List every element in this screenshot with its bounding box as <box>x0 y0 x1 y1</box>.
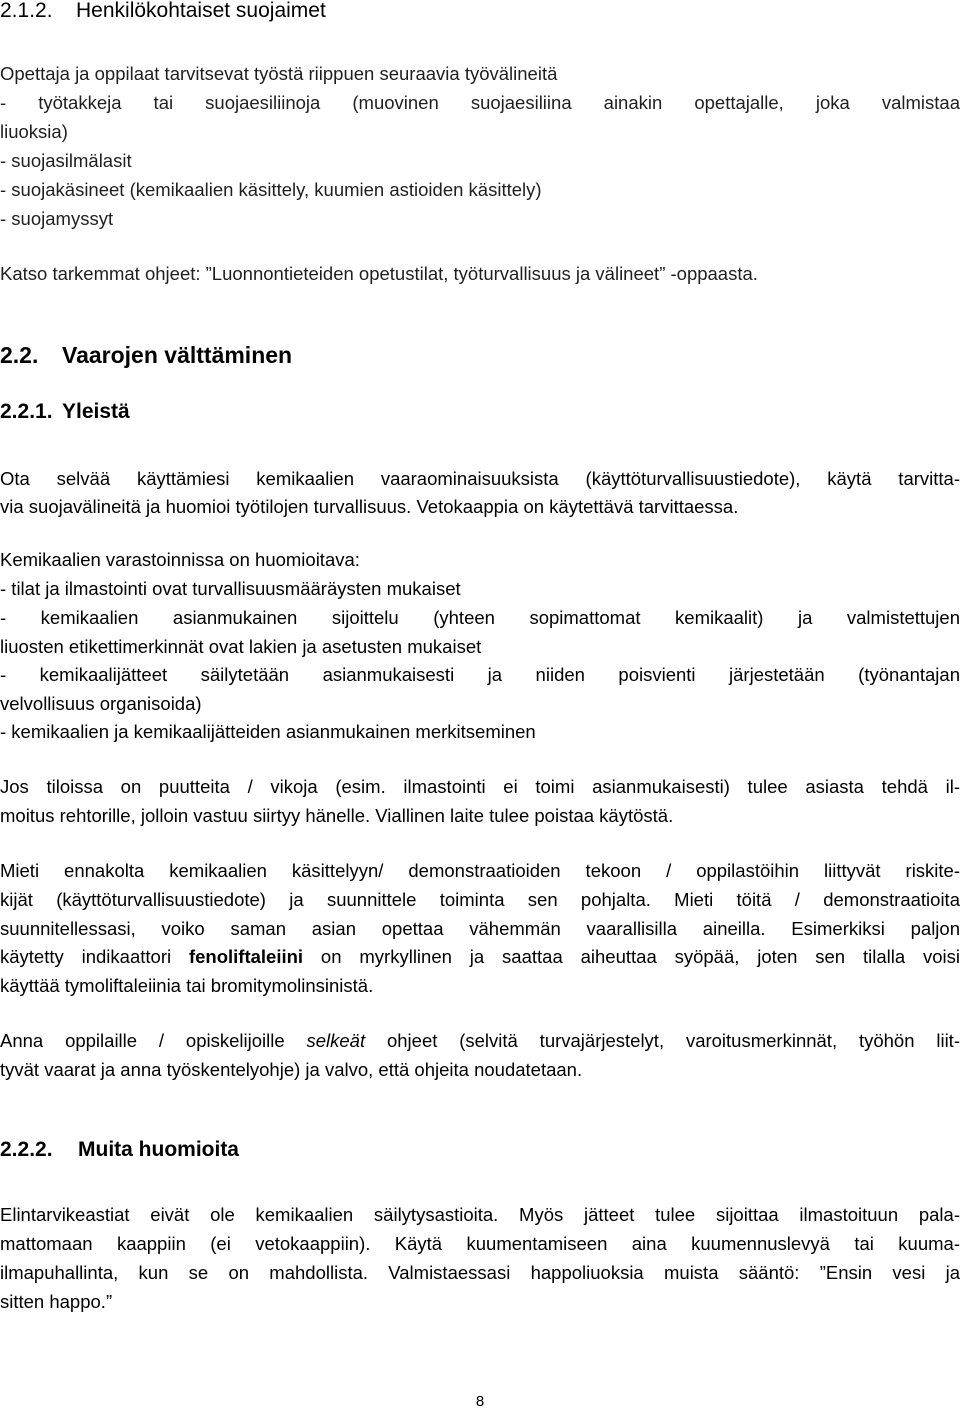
section-heading-2-2-1 <box>0 397 960 426</box>
bold-term: fenoliftaleiini <box>188 946 304 967</box>
italic-term: selkeät <box>306 1030 366 1051</box>
reference-line: Katso tarkemmat ohjeet: ”Luonnontieteiden opetustilat, työturvallisuus ja välineet” -oppaasta. <box>0 263 758 284</box>
section-number: 2.2. <box>0 342 39 368</box>
paragraph-line: suunnitellessasi, voiko saman asian opettaa vähemmän vaarallisilla aineilla. Esimerkiksi paljon <box>0 918 960 939</box>
page-number: 8 <box>475 1393 485 1410</box>
storage-intro: Kemikaalien varastoinnissa on huomioitava: <box>0 549 360 570</box>
section-number: 2.2.2. <box>0 1138 53 1161</box>
paragraph-line: ilmapuhallinta, kun se on mahdollista. Valmistaessasi happoliuoksia muista sääntö: ”Ensin vesi ja <box>0 1262 960 1283</box>
paragraph-line: sitten happo.” <box>0 1291 113 1312</box>
paragraph-line: via suojavälineitä ja huomioi työtilojen turvallisuus. Vetokaappia on käytettävä tarvittaessa. <box>0 496 739 517</box>
storage-item: - kemikaalijätteet säilytetään asianmukaisesti ja niiden poisvienti järjestetään (työnantajan <box>0 664 960 685</box>
storage-item: - kemikaalien ja kemikaalijätteiden asianmukainen merkitseminen <box>0 721 536 742</box>
intro-line: Opettaja ja oppilaat tarvitsevat työstä riippuen seuraavia työvälineitä <box>0 63 558 84</box>
storage-item-continued: velvollisuus organisoida) <box>0 693 202 714</box>
section-title: Vaarojen välttäminen <box>62 342 293 368</box>
section-heading-2-2 <box>0 341 960 370</box>
storage-item-continued: liuosten etikettimerkinnät ovat lakien ja asetusten mukaiset <box>0 636 482 657</box>
text-run: ohjeet (selvitä turvajärjestelyt, varoitusmerkinnät, työhön liit- <box>365 1030 960 1051</box>
section-heading-2-2-2 <box>0 1135 960 1164</box>
storage-item: - tilat ja ilmastointi ovat turvallisuusmääräysten mukaiset <box>0 578 461 599</box>
paragraph-line-with-italic <box>0 1026 960 1055</box>
list-item: - suojamyssyt <box>0 208 114 229</box>
paragraph-line: käyttää tymoliftaleiinia tai bromitymolinsinistä. <box>0 975 374 996</box>
section-number: 2.2.1. <box>0 400 53 423</box>
paragraph-line: Ota selvää käyttämiesi kemikaalien vaaraominaisuuksista (käyttöturvallisuustiedote), käytä tarvitta- <box>0 468 960 489</box>
section-title: Yleistä <box>62 400 130 423</box>
text-run: käytetty indikaattori <box>0 946 189 967</box>
paragraph-line: Jos tiloissa on puutteita / vikoja (esim. ilmastointi ei toimi asianmukaisesti) tulee asiasta tehdä il- <box>0 776 960 797</box>
paragraph-line: kijät (käyttöturvallisuustiedote) ja suunnittele toiminta sen pohjalta. Mieti töitä / demonstraatioita <box>0 889 960 910</box>
section-number: 2.1.2. <box>0 0 53 22</box>
section-title: Henkilökohtaiset suojaimet <box>76 0 326 22</box>
list-item-continued: liuoksia) <box>0 121 68 142</box>
list-item: - suojakäsineet (kemikaalien käsittely, kuumien astioiden käsittely) <box>0 179 542 200</box>
list-item: - suojasilmälasit <box>0 150 132 171</box>
paragraph-line: Elintarvikeastiat eivät ole kemikaalien säilytysastioita. Myös jätteet tulee sijoittaa ilmastoituun pala- <box>0 1204 960 1225</box>
paragraph-line: moitus rehtorille, jolloin vastuu siirtyy hänelle. Viallinen laite tulee poistaa käytöstä. <box>0 805 674 826</box>
storage-item: - kemikaalien asianmukainen sijoittelu (yhteen sopimattomat kemikaalit) ja valmistettujen <box>0 607 960 628</box>
text-run: on myrkyllinen ja saattaa aiheuttaa syöpää, joten sen tilalla voisi <box>303 946 960 967</box>
text-run: Anna oppilaille / opiskelijoille <box>0 1030 307 1051</box>
paragraph-line: tyvät vaarat ja anna työskentelyohje) ja valvo, että ohjeita noudatetaan. <box>0 1059 583 1080</box>
paragraph-line-with-bold <box>0 942 960 971</box>
list-item: - työtakkeja tai suojaesiliinoja (muovinen suojaesiliina ainakin opettajalle, joka valmistaa <box>0 92 960 113</box>
paragraph-line: Mieti ennakolta kemikaalien käsittelyyn/ demonstraatioiden tekoon / oppilastöihin liittyvät riskite- <box>0 860 960 881</box>
section-title: Muita huomioita <box>78 1138 239 1161</box>
section-heading-2-1-2 <box>0 0 960 25</box>
paragraph-line: mattomaan kaappiin (ei vetokaappiin). Käytä kuumentamiseen aina kuumennuslevyä tai kuuma- <box>0 1233 960 1254</box>
